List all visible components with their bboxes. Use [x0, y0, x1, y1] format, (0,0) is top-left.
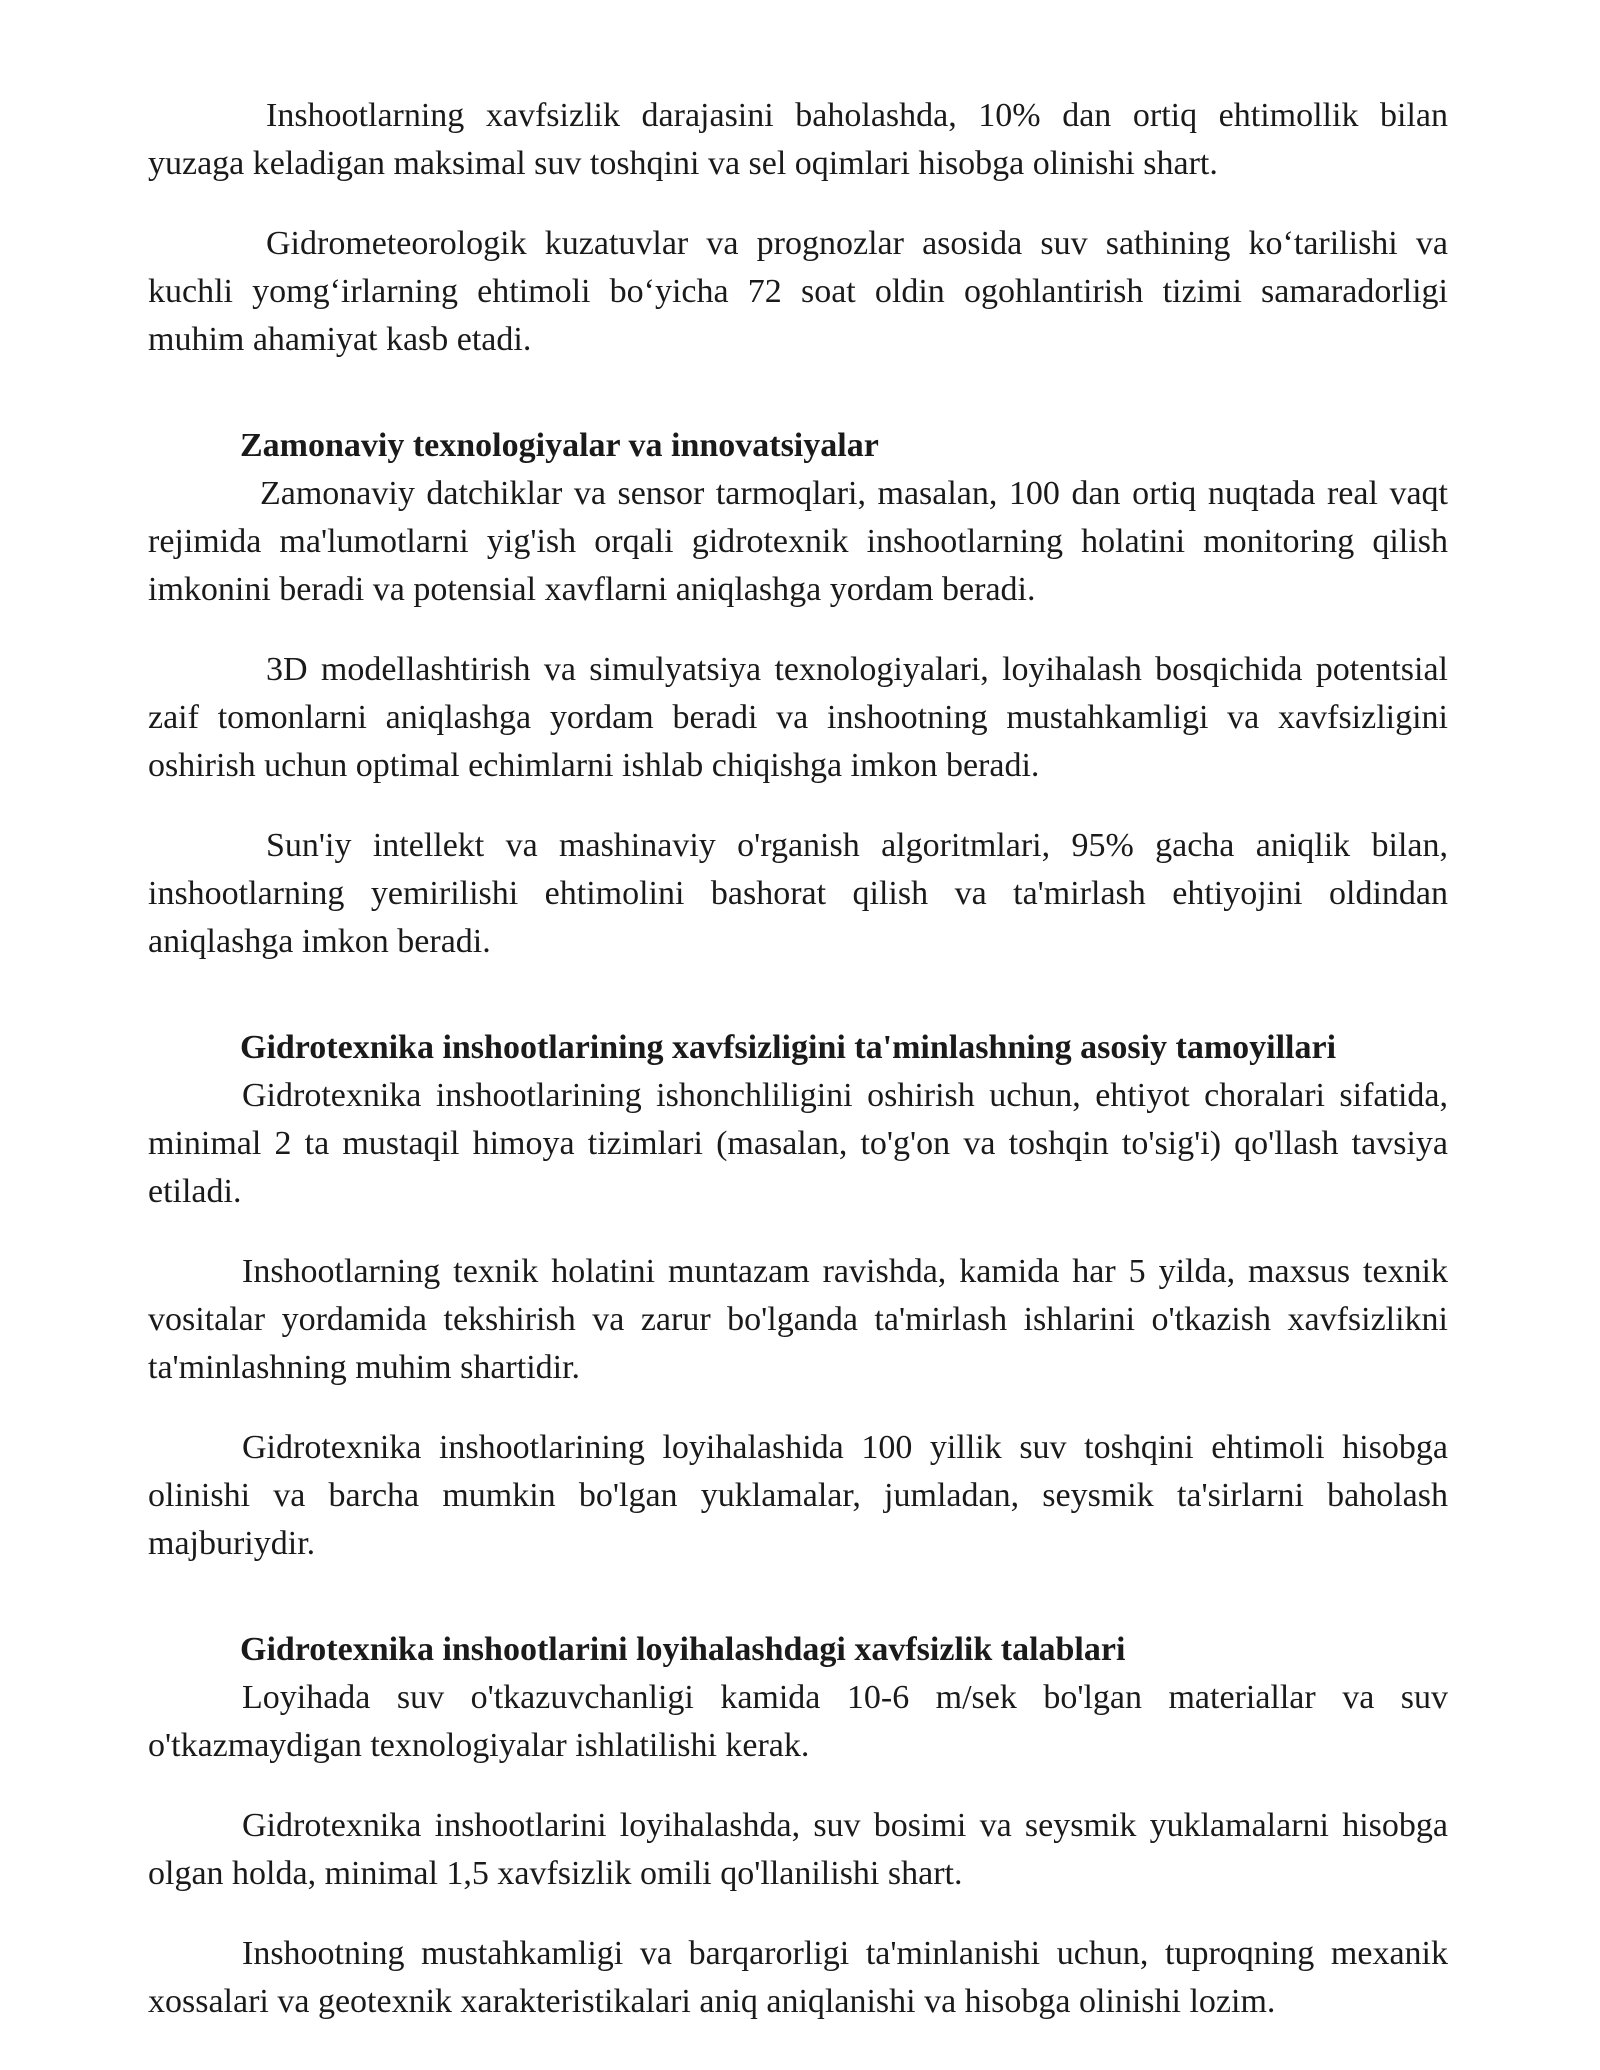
paragraph: 3D modellashtirish va simulyatsiya texnologiyalari, loyihalash bosqichida potentsial zaif tomonlarni aniqlashga yordam beradi va inshootning mustahkamligi va xavfsizligini oshirish uchun optimal echimlarni ishlab chiqishga imkon beradi. — [148, 651, 1448, 784]
section-design-requirements — [148, 1626, 1448, 2026]
section-heading: Gidrotexnika inshootlarini loyihalashdagi xavfsizlik talablari — [240, 1631, 1126, 1668]
paragraph: Loyihada suv o'tkazuvchanligi kamida 10-6 m/sek bo'lgan materiallar va suv o'tkazmaydigan texnologiyalar ishlatilishi kerak. — [148, 1679, 1448, 1764]
section-innovations — [148, 422, 1448, 966]
section-heading: Gidrotexnika inshootlarining xavfsizligini ta'minlashning asosiy tamoyillari — [240, 1029, 1337, 1066]
paragraph: Gidrotexnika inshootlarining loyihalashida 100 yillik suv toshqini ehtimoli hisobga olinishi va barcha mumkin bo'lgan yuklamalar, jumladan, seysmik ta'sirlarni baholash majburiydir. — [148, 1429, 1448, 1562]
paragraph: Gidrotexnika inshootlarini loyihalashda, suv bosimi va seysmik yuklamalarni hisobga olgan holda, minimal 1,5 xavfsizlik omili qo'llanilishi shart. — [148, 1807, 1448, 1892]
document-page — [148, 92, 1448, 2058]
paragraph: Zamonaviy datchiklar va sensor tarmoqlari, masalan, 100 dan ortiq nuqtada real vaqt rejimida ma'lumotlarni yig'ish orqali gidrotexnik inshootlarning holatini monitoring qilish imkonini beradi va potensial xavflarni aniqlashga yordam beradi. — [148, 475, 1448, 608]
paragraph: Sun'iy intellekt va mashinaviy o'rganish algoritmlari, 95% gacha aniqlik bilan, inshootlarning yemirilishi ehtimolini bashorat qilish va ta'mirlash ehtiyojini oldindan aniqlashga imkon beradi. — [148, 827, 1448, 960]
paragraph: Inshootlarning xavfsizlik darajasini baholashda, 10% dan ortiq ehtimollik bilan yuzaga keladigan maksimal suv toshqini va sel oqimlari hisobga olinishi shart. — [148, 97, 1448, 182]
paragraph: Inshootlarning texnik holatini muntazam ravishda, kamida har 5 yilda, maxsus texnik vositalar yordamida tekshirish va zarur bo'lganda ta'mirlash ishlarini o'tkazish xavfsizlikni ta'minlashning muhim shartidir. — [148, 1253, 1448, 1386]
section-heading: Zamonaviy texnologiyalar va innovatsiyalar — [240, 427, 879, 464]
paragraph: Inshootning mustahkamligi va barqarorligi ta'minlanishi uchun, tuproqning mexanik xossalari va geotexnik xarakteristikalari aniq aniqlanishi va hisobga olinishi lozim. — [148, 1935, 1448, 2020]
paragraph: Gidrotexnika inshootlarining ishonchliligini oshirish uchun, ehtiyot choralari sifatida, minimal 2 ta mustaqil himoya tizimlari (masalan, to'g'on va toshqin to'sig'i) qo'llash tavsiya etiladi. — [148, 1077, 1448, 1210]
section-principles — [148, 1024, 1448, 1568]
paragraph: Gidrometeorologik kuzatuvlar va prognozlar asosida suv sathining ko‘tarilishi va kuchli yomg‘irlarning ehtimoli bo‘yicha 72 soat oldin ogohlantirish tizimi samaradorligi muhim ahamiyat kasb etadi. — [148, 225, 1448, 358]
